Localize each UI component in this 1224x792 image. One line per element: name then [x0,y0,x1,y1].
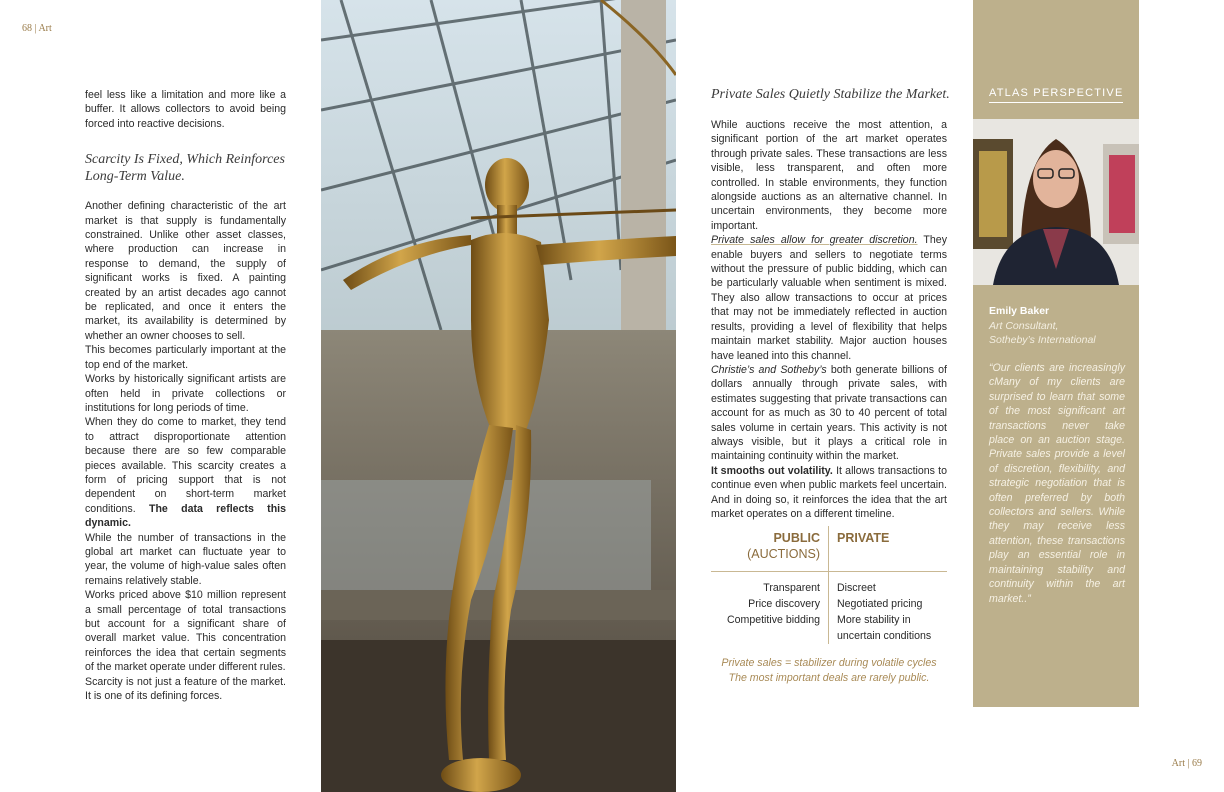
paragraph-text: They enable buyers and sellers to negotiate terms without the pressure of public bidding, which can be particularly valuable when sentiment is mixed. They also allow transactions to occur at prices that may not be immediately reflected in auction results, providing a level of flexibility that helps maintain market stability. Major auction houses have leaned into this channel. [711,234,947,362]
right-text-column [711,118,947,521]
page-number-right: Art | 69 [1171,758,1202,769]
paragraph [711,233,947,363]
italic-callout: Christie’s and Sotheby’s [711,363,827,376]
paragraph: This becomes particularly important at the top end of the market. [85,344,286,371]
paragraph: Scarcity is not just a feature of the market. It is one of its defining forces. [85,675,286,703]
bold-callout: The data reflects this dynamic. [85,502,287,530]
italic-callout: Private sales allow for greater discretion. [711,234,918,247]
paragraph [711,464,947,522]
heading-line: Long-Term Value. [85,169,185,185]
heading-line: Scarcity Is Fixed, Which Reinforces [85,152,285,168]
sidebar-title: ATLAS PERSPECTIVE [989,87,1123,103]
paragraph: Another defining characteristic of the art market is that supply is fundamentally constrained. Unlike other asset classes, where production can increase in response to demand, the supply of significant works is fixed. A painting created by an artist decades ago cannot be replicated, and once it enters the market, its availability is determined by whether an owner chooses to sell. [85,200,286,342]
paragraph-text: When they do come to market, they tend to attract disproportionate attention because there are so few comparable pieces available. This scarcity creates a form of pricing support that is not dependent on short-term market conditions. [85,416,286,515]
private-item: Negotiated pricing [837,598,923,610]
public-item: Transparent [763,582,820,594]
paragraph [711,363,947,464]
bold-callout: It smooths out volatility. [711,464,833,477]
role-line: Art Consultant, [989,320,1059,332]
private-header: PRIVATE [837,531,890,545]
public-header-label: PUBLIC [773,531,820,545]
consultant-quote: “Our clients are increasingly cMany of my clients are surprised to learn that some of the most significant art transactions never take place on an auction stage. Private sales provide a level of discretion, flexibility, and strategic negotiation that is often preferred by both collectors and sellers. While they may receive less attention, these transactions play an essential role in maintaining stability and continuity within the art market..” [989,362,1125,605]
consultant-role [989,319,1129,348]
section-heading: Private Sales Quietly Stabilize the Market. [711,87,950,102]
public-item: Competitive bidding [726,614,820,626]
atlas-perspective-sidebar [973,0,1139,707]
role-line: Sotheby’s International [989,334,1096,347]
private-item: Discreet [837,582,876,594]
paragraph-text: both generate billions of dollars annually through private sales, with estimates suggesting that private transactions can account for as much as 30 to 40 percent of total sales volume in certain years. This activity is not always visible, but it plays a critical role in maintaining continuity within the market. [711,363,948,463]
consultant-portrait [973,119,1139,285]
public-header-sub: (AUCTIONS) [747,547,820,561]
paragraph-text: It allows transactions to continue even when public markets feel uncertain. And in doing so, it reinforces the idea that the art market operates on a different timeline. [711,464,947,520]
caption-line: The most important deals are rarely public. [728,672,930,684]
comparison-table [711,526,947,646]
public-header [747,530,820,562]
paragraph: While the number of transactions in the global art market can fluctuate year to year, the volume of high-value sales often remains relatively stable. [85,531,286,587]
paragraph: Works by historically significant artists are often held in private collections or institutions for long periods of time. [85,373,286,414]
paragraph: While auctions receive the most attention, a significant portion of the art market operates through private sales. These transactions are less visible, less transparent, and often more controlled. In stable environments, they function alongside auctions as an alternative channel. In uncertain environments, they become more important. [711,119,947,232]
private-item: More stability in uncertain conditions [837,614,932,642]
caption-line: Private sales = stabilizer during volatile cycles [721,657,937,669]
statue-photo [321,0,676,792]
left-text-column [85,88,286,703]
section-heading [85,151,286,185]
consultant-name: Emily Baker [989,305,1050,317]
paragraph: feel less like a limitation and more like a buffer. It allows collectors to avoid being forced into reactive decisions. [85,89,286,130]
paragraph [85,415,286,530]
table-divider-horizontal [711,571,947,572]
page-number-left: 68 | Art [22,23,52,34]
table-divider-vertical [828,526,829,644]
paragraph: Works priced above $10 million represent a small percentage of total transactions but account for a significant share of overall market value. This concentration reinforces the idea that certain segments of the market operate under different rules. [85,589,286,674]
table-caption [711,656,947,686]
public-item: Price discovery [748,598,820,610]
